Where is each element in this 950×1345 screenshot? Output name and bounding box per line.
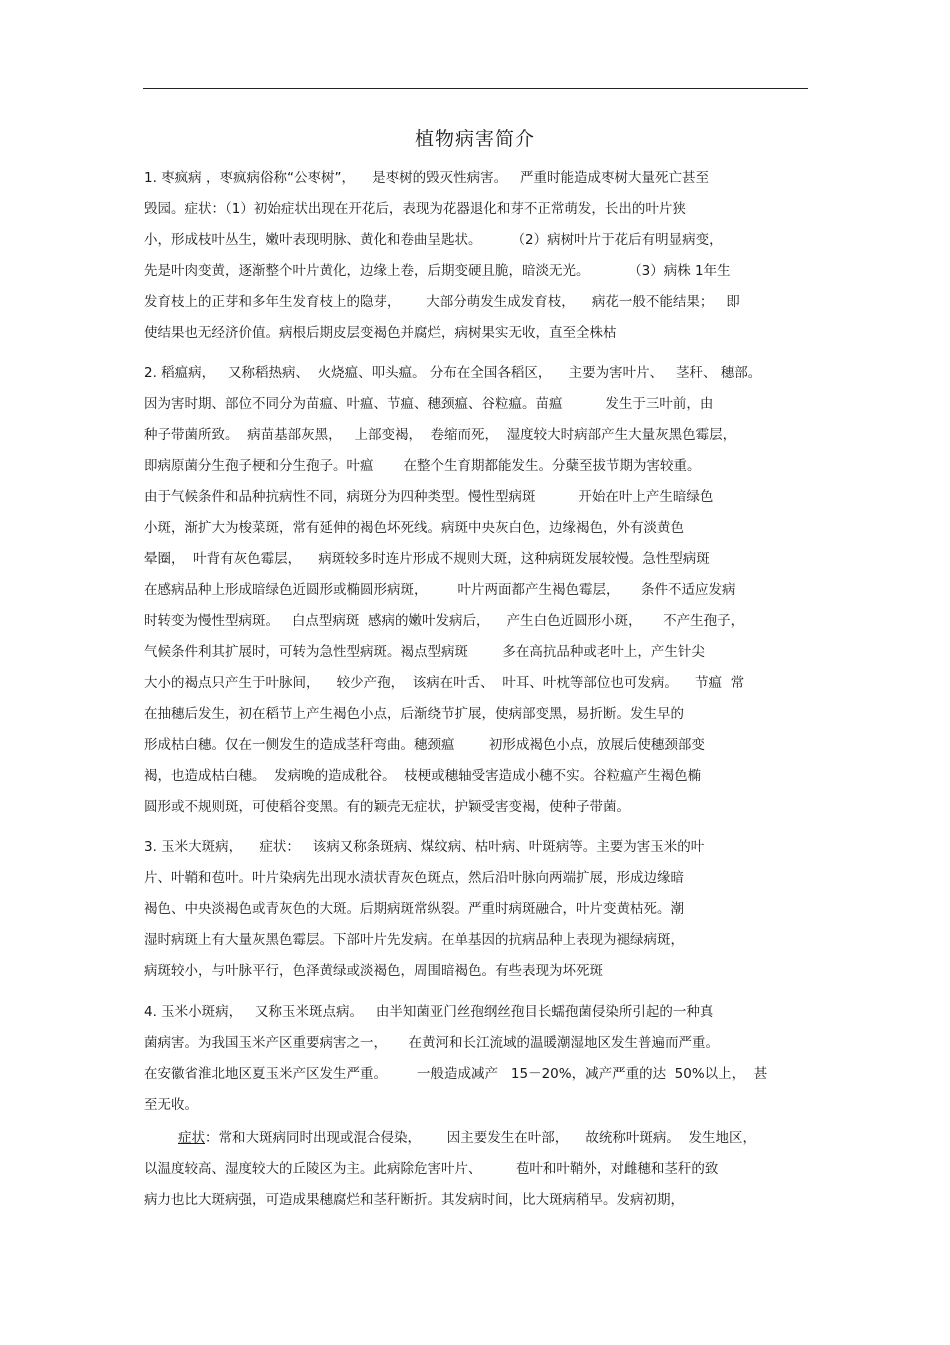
text-line: 晕圈， 叶背有灰色霉层， 病斑较多时连片形成不规则大斑，这种病斑发展较慢。急性型病斑 <box>144 551 710 567</box>
symptom-text: ：常和大斑病同时出现或混合侵染， 因主要发生在叶部， 故统称叶斑病。 发生地区， <box>205 1130 756 1146</box>
header-rule <box>143 88 808 89</box>
text-line: 小斑，渐扩大为梭菜斑，常有延伸的褐色坏死线。病斑中央灰白色，边缘褐色，外有淡黄色 <box>144 520 684 536</box>
text-line: 在抽穗后发生，初在稻节上产生褐色小点，后渐绕节扩展，使病部变黑，易折断。发生早的 <box>144 706 684 722</box>
symptom-label: 症状 <box>178 1130 205 1146</box>
text-line: 褐色、中央淡褐色或青灰色的大斑。后期病斑常纵裂。严重时病斑融合，叶片变黄枯死。潮 <box>144 901 684 917</box>
text-line: 即病原菌分生孢子梗和分生孢子。叶瘟 在整个生育期都能发生。分蘖至拔节期为害较重。 <box>144 458 701 474</box>
text-line: 形成枯白穗。仅在一侧发生的造成茎秆弯曲。穗颈瘟 初形成褐色小点，放展后使穗颈部变 <box>144 737 705 753</box>
text-line: 菌病害。为我国玉米产区重要病害之一， 在黄河和长江流域的温暖潮湿地区发生普遍而严重。 <box>144 1035 719 1051</box>
text-line: 因为害时期、部位不同分为苗瘟、叶瘟、节瘟、穗颈瘟、谷粒瘟。苗瘟 发生于三叶前，由 <box>144 396 714 412</box>
text-line: 小，形成枝叶丛生，嫩叶表现明脉、黄化和卷曲呈匙状。 （2）病树叶片于花后有明显病变， <box>144 232 723 248</box>
symptom-paragraph-line <box>178 1128 756 1148</box>
text-line: 片、叶鞘和苞叶。叶片染病先出现水渍状青灰色斑点，然后沿叶脉向两端扩展，形成边缘暗 <box>144 870 684 886</box>
text-line: 大小的褐点只产生于叶脉间， 较少产孢， 该病在叶舌、 叶耳、叶枕等部位也可发病。 节瘟 常 <box>144 675 745 691</box>
text-line: 病力也比大斑病强，可造成果穗腐烂和茎秆断折。其发病时间，比大斑病稍早。发病初期， <box>144 1192 684 1208</box>
text-line: 1. 枣疯病 ，枣疯病俗称“公枣树”， 是枣树的毁灭性病害。 严重时能造成枣树大量死亡甚至 <box>144 170 709 186</box>
text-line: 发育枝上的正芽和多年生发育枝上的隐芽， 大部分萌发生成发育枝， 病花一般不能结果； 即 <box>144 294 740 310</box>
page-title: 植物病害简介 <box>414 128 535 150</box>
text-line: 种子带菌所致。 病苗基部灰黑， 上部变褐， 卷缩而死， 湿度较大时病部产生大量灰黑色霉层， <box>144 427 737 443</box>
text-line: 由于气候条件和品种抗病性不同，病斑分为四种类型。慢性型病斑 开始在叶上产生暗绿色 <box>144 489 714 505</box>
text-line: 以温度较高、湿度较大的丘陵区为主。此病除危害叶片、 苞叶和叶鞘外，对雌穗和茎秆的致 <box>144 1161 719 1177</box>
text-line: 先是叶肉变黄，逐渐整个叶片黄化，边缘上卷，后期变硬且脆，暗淡无光。 （3）病株 1年生 <box>144 263 731 279</box>
text-line: 2. 稻瘟病， 又称稻热病、 火烧瘟、叩头瘟。 分布在全国各稻区， 主要为害叶片、 茎秆、 穗部。 <box>144 365 762 381</box>
text-line: 3. 玉米大斑病， 症状： 该病又称条斑病、煤纹病、枯叶病、叶斑病等。主要为害玉米的叶 <box>144 839 705 855</box>
text-line: 在安徽省淮北地区夏玉米产区发生严重。 一般造成减产 15－20%，减产严重的达 50%以上， 甚 <box>144 1066 768 1082</box>
text-line: 毁园。症状：（1）初始症状出现在开花后，表现为花器退化和芽不正常萌发，长出的叶片狭 <box>144 201 686 217</box>
text-line: 湿时病斑上有大量灰黑色霉层。下部叶片先发病。在单基因的抗病品种上表现为褪绿病斑， <box>144 932 684 948</box>
text-line: 圆形或不规则斑，可使稻谷变黑。有的颖壳无症状，护颖受害变褐，使种子带菌。 <box>144 799 630 815</box>
text-line: 时转变为慢性型病斑。 白点型病斑 感病的嫩叶发病后， 产生白色近圆形小斑， 不产生孢子， <box>144 613 745 629</box>
text-line: 在感病品种上形成暗绿色近圆形或椭圆形病斑， 叶片两面都产生褐色霉层， 条件不适应发病 <box>144 582 736 598</box>
text-line: 气候条件利其扩展时，可转为急性型病斑。褐点型病斑 多在高抗品种或老叶上，产生针尖 <box>144 644 705 660</box>
text-line: 使结果也无经济价值。病根后期皮层变褐色并腐烂，病树果实无收，直至全株枯 <box>144 325 617 341</box>
text-line: 病斑较小，与叶脉平行，色泽黄绿或淡褐色，周围暗褐色。有些表现为坏死斑 <box>144 963 603 979</box>
text-line: 4. 玉米小斑病， 又称玉米斑点病。 由半知菌亚门丝孢纲丝孢目长蠕孢菌侵染所引起的一种真 <box>144 1004 714 1020</box>
text-line: 褐，也造成枯白穗。 发病晚的造成秕谷。 枝梗或穗轴受害造成小穗不实。谷粒瘟产生褐色椭 <box>144 768 702 784</box>
text-line: 至无收。 <box>144 1097 198 1113</box>
